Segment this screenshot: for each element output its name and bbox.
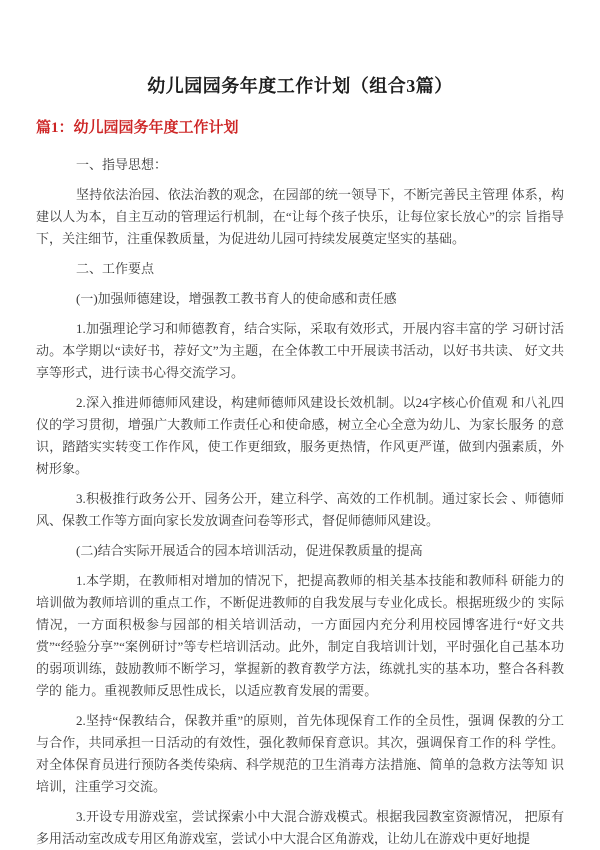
paragraph-work-points-heading: 二、工作要点 (76, 261, 155, 276)
paragraph-item-5: 2.坚持“保教结合，保教并重”的原则，首先体现保育工作的全员性，强调 保教的分工与合作，共同承担一日活动的有效性，强化教师保育意识。其次，强调保育工作的科 学性。对全体保育员进行预防各类传染病、科学规范的卫生消毒方法措施、简单的急救方法等知 识培训，注重学习交流。 (36, 713, 564, 794)
paragraph-guiding-ideology-body: 坚持依法治园、依法治教的观念，在园部的统一领导下，不断完善民主管理 体系，构建以人为本，自主互动的管理运行机制，在“让每个孩子快乐，让每位家长放心”的宗 旨指导下，关注细节，注重保教质量，为促进幼儿园可持续发展奠定坚实的基础。 (36, 187, 564, 246)
paragraph-item-3: 3.积极推行政务公开、园务公开，建立科学、高效的工作机制。通过家长会 、师德师风、保教工作等方面向家长发放调查问卷等形式，督促师德师风建设。 (36, 491, 564, 528)
paragraph-guiding-ideology-heading: 一、指导思想： (76, 157, 168, 172)
paragraph-section-two-heading: (二)结合实际开展适合的园本培训活动，促进保教质量的提高 (76, 543, 423, 558)
section-1-heading: 篇1：幼儿园园务年度工作计划 (36, 120, 239, 136)
document-title: 幼儿园园务年度工作计划（组合3篇） (147, 76, 453, 96)
paragraph-item-6-truncated: 3.开设专用游戏室，尝试探索小中大混合游戏模式。根据我园教室资源情况， 把原有多用活动室改成专用区角游戏室，尝试小中大混合区角游戏，让幼儿在游戏中更好地提 (36, 809, 564, 846)
paragraph-item-1: 1.加强理论学习和师德教育，结合实际，采取有效形式，开展内容丰富的学 习研讨活动。本学期以“读好书，荐好文”为主题，在全体教工中开展读书活动，以好书共读、 好文共享等形式，进行读书心得交流学习。 (36, 321, 564, 380)
paragraph-item-4: 1.本学期，在教师相对增加的情况下，把提高教师的相关基本技能和教师科 研能力的培训做为教师培训的重点工作，不断促进教师的自我发展与专业化成长。根据班级少的 实际情况，一方面积极参与园部的相关培训活动，一方面园内充分利用校园博客进行“好文共赏”“经验分享”“案例研讨”等专栏培训活动。此外，制定自我培训计划，平时强化自己基本功 的弱项训练，鼓励教师不断学习，掌握新的教育教学方法，练就扎实的基本功，整合各科教学的 能力。重视教师反思性成长，以适应教育发展的需要。 (36, 573, 564, 698)
paragraph-item-2: 2.深入推进师德师风建设，构建师德师风建设长效机制。以24字核心价值观 和八礼四仪的学习贯彻，增强广大教师工作责任心和使命感，树立全心全意为幼儿、为家长服务 的意识，踏踏实实转变工作作风，使工作更细致，服务更热情，作风更严谨，做到内强素质，外 树形象。 (36, 395, 564, 476)
paragraph-section-one-heading: (一)加强师德建设，增强教工教书育人的使命感和责任感 (76, 291, 397, 306)
